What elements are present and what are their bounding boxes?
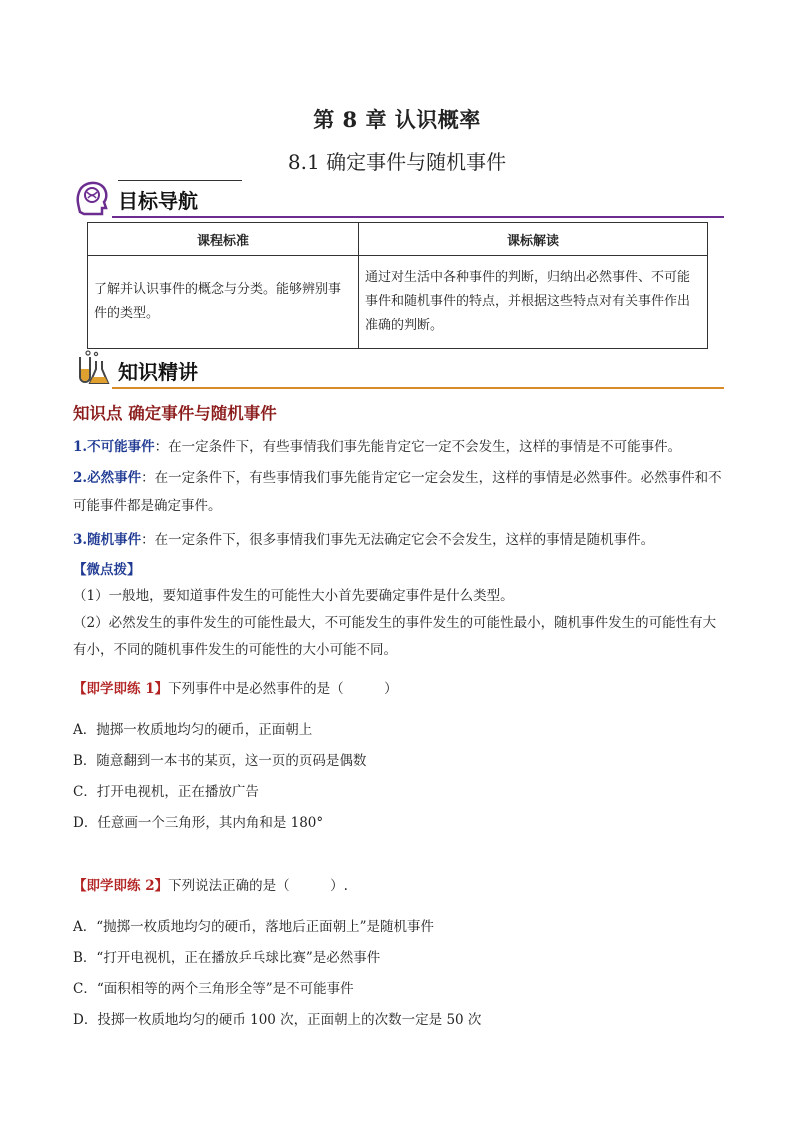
chapter-title: 第 8 章 认识概率 — [313, 107, 481, 132]
exercise-1-option-b: B．随意翻到一本书的某页，这一页的页码是偶数 — [73, 753, 367, 769]
tip-label: 【微点拨】 — [73, 562, 141, 578]
tip-line-2: （2）必然发生的事件发生的可能性最大，不可能发生的事件发生的可能性最小，随机事件发生的可能性有大有小，不同的随机事件发生的可能性的大小可能不同。 — [73, 615, 717, 658]
header-overline — [118, 180, 242, 181]
table-header-standard: 课程标准 — [88, 223, 359, 256]
exercise-2-question — [73, 872, 725, 900]
definition-num: 1. — [73, 439, 88, 455]
knowledge-section-header — [72, 349, 724, 389]
definition-num: 2. — [73, 470, 88, 486]
exercise-2-option-c: C．“面积相等的两个三角形全等”是不可能事件 — [73, 981, 354, 997]
definition-impossible — [73, 433, 725, 461]
definition-text: ：在一定条件下，有些事情我们事先能肯定它一定会发生，这样的事情是必然事件。必然事件和不可能事件都是确定事件。 — [73, 470, 722, 514]
table-cell-standard: 了解并认识事件的概念与分类。能够辨别事件的类型。 — [88, 256, 359, 349]
exercise-1-question — [73, 675, 725, 703]
definition-term: 不可能事件 — [87, 439, 155, 455]
exercise-2-option-a: A．“抛掷一枚质地均匀的硬币，落地后正面朝上”是随机事件 — [73, 919, 435, 935]
tip-line-1: （1）一般地，要知道事件发生的可能性大小首先要确定事件是什么类型。 — [73, 588, 514, 604]
definition-text: ：在一定条件下，有些事情我们事先能肯定它一定不会发生，这样的事情是不可能事件。 — [154, 439, 682, 455]
definition-num: 3. — [73, 532, 88, 548]
knowledge-section-label: 知识精讲 — [118, 360, 198, 384]
exercise-question: 下列说法正确的是（ ）. — [168, 878, 348, 894]
knowledge-point-title: 知识点 确定事件与随机事件 — [73, 404, 277, 423]
definition-term: 必然事件 — [87, 470, 142, 486]
exercise-question: 下列事件中是必然事件的是（ ） — [168, 681, 398, 697]
exercise-2-option-b: B．“打开电视机，正在播放乒乓球比赛”是必然事件 — [73, 950, 381, 966]
goal-section-header — [72, 178, 724, 218]
table-header-interpretation: 课标解读 — [359, 223, 708, 256]
exercise-1-option-c: C．打开电视机，正在播放广告 — [73, 784, 259, 800]
exercise-1-option-a: A．抛掷一枚质地均匀的硬币，正面朝上 — [73, 722, 313, 738]
definition-term: 随机事件 — [87, 532, 142, 548]
table-row — [88, 256, 708, 349]
table-header-row — [88, 223, 708, 256]
definition-certain — [73, 464, 725, 520]
definition-random — [73, 526, 725, 554]
exercise-label: 【即学即练 2】 — [73, 878, 169, 894]
lab-flask-icon — [72, 349, 112, 389]
exercise-1-option-d: D．任意画一个三角形，其内角和是 180° — [73, 815, 324, 831]
goal-section-label: 目标导航 — [118, 189, 198, 213]
section-title: 8.1 确定事件与随机事件 — [287, 150, 507, 174]
knowledge-section-divider — [112, 387, 724, 389]
exercise-label: 【即学即练 1】 — [73, 681, 169, 697]
exercise-2-option-d: D．投掷一枚质地均匀的硬币 100 次，正面朝上的次数一定是 50 次 — [73, 1012, 482, 1028]
goal-table — [87, 222, 708, 349]
table-cell-interpretation: 通过对生活中各种事件的判断，归纳出必然事件、不可能事件和随机事件的特点，并根据这些特点对有关事件作出准确的判断。 — [359, 256, 708, 349]
goal-section-divider — [112, 216, 724, 218]
definition-text: ：在一定条件下，很多事情我们事先无法确定它会不会发生，这样的事情是随机事件。 — [141, 532, 655, 548]
head-brain-icon — [72, 178, 112, 218]
